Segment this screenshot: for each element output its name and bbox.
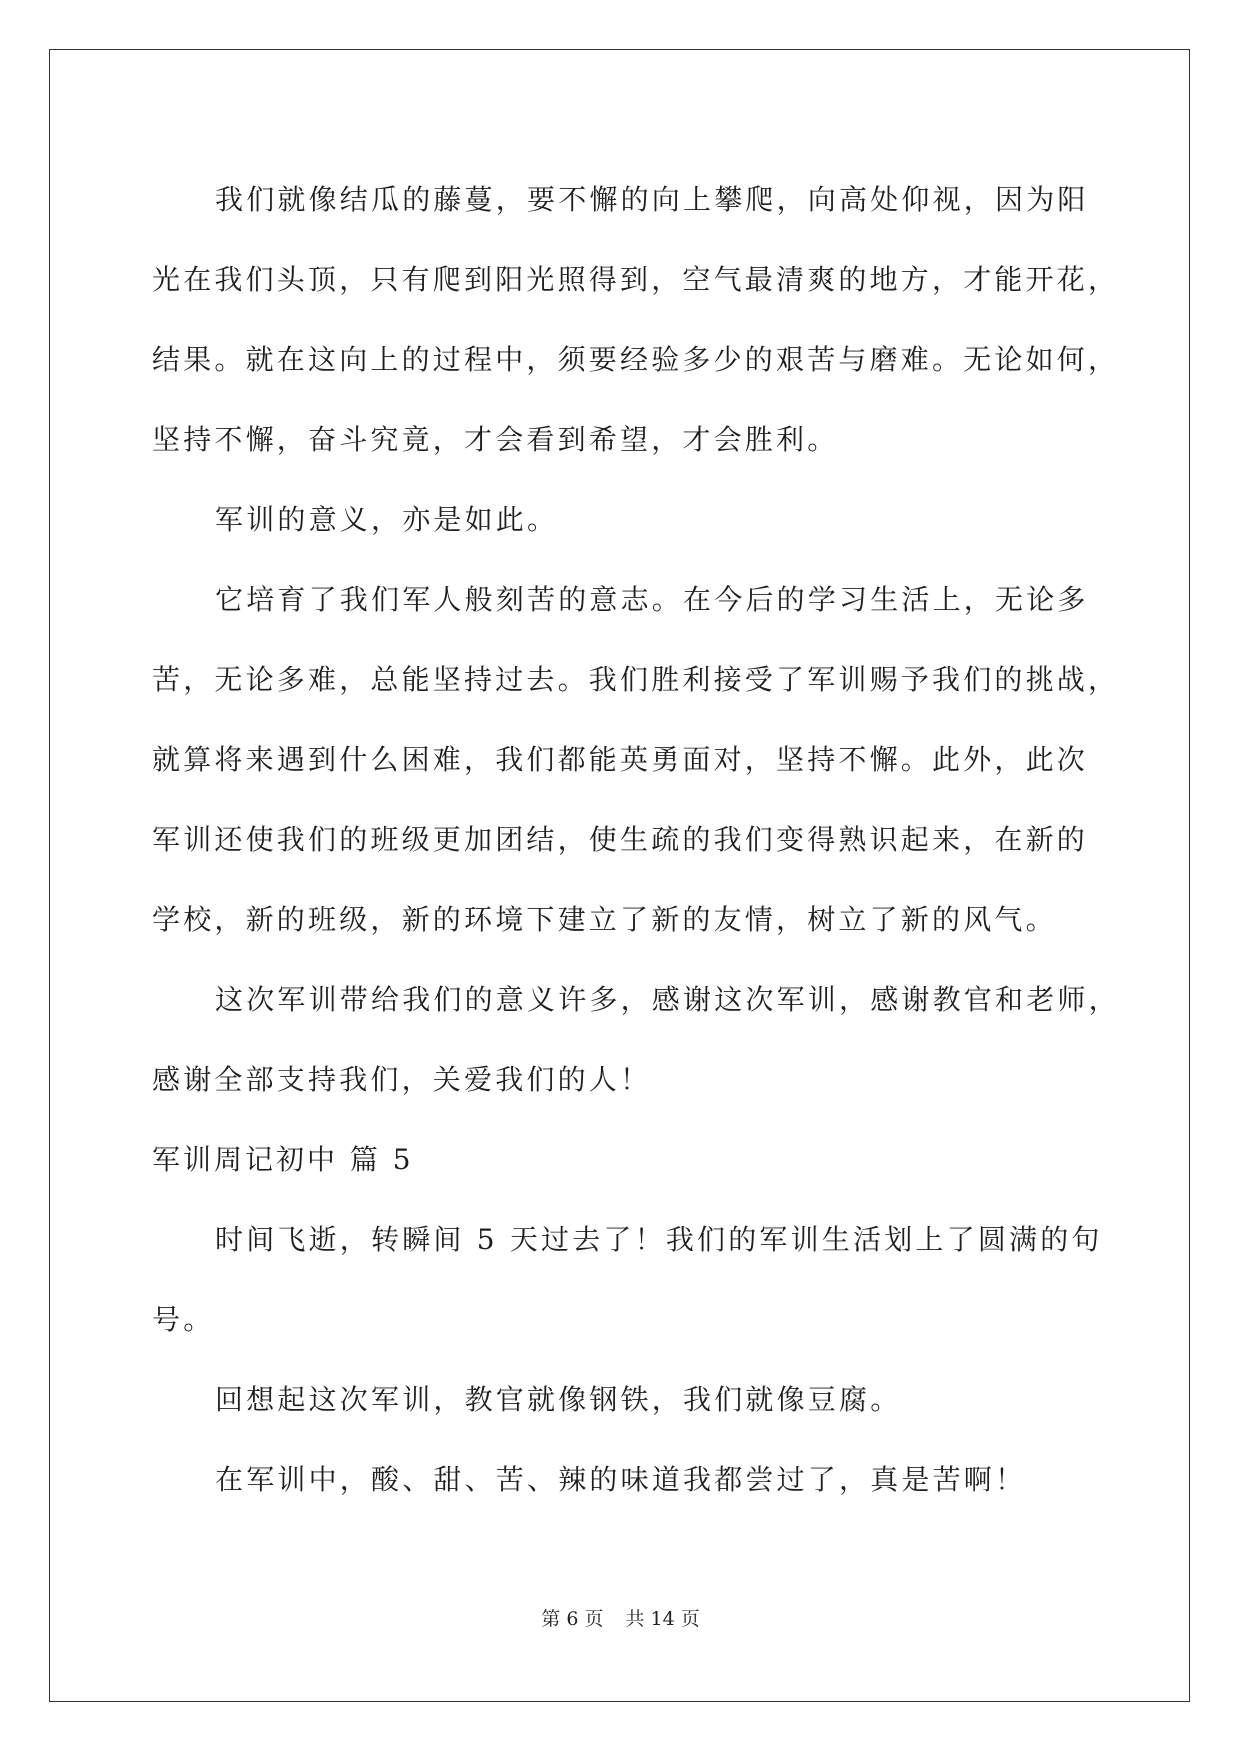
paragraph-line: 就算将来遇到什么困难，我们都能英勇面对，坚持不懈。此外，此次: [152, 743, 1089, 776]
section-heading: 军训周记初中 篇 5: [152, 1143, 414, 1176]
paragraph-line: 坚持不懈，奋斗究竟，才会看到希望，才会胜利。: [152, 423, 839, 456]
paragraph-line: 军训的意义，亦是如此。: [215, 503, 559, 536]
page-number: 第 6 页: [541, 1608, 604, 1630]
document-body: [152, 160, 1120, 1520]
paragraph-line: 回想起这次军训，教官就像钢铁，我们就像豆腐。: [215, 1383, 902, 1416]
paragraph-line: 时间飞逝，转瞬间 5 天过去了！我们的军训生活划上了圆满的句: [215, 1223, 1103, 1256]
paragraph-line: 号。: [152, 1303, 215, 1336]
paragraph-line: 它培育了我们军人般刻苦的意志。在今后的学习生活上，无论多: [215, 583, 1089, 616]
paragraph-line: 苦，无论多难，总能坚持过去。我们胜利接受了军训赐予我们的挑战，: [152, 663, 1120, 696]
paragraph-line: 结果。就在这向上的过程中，须要经验多少的艰苦与磨难。无论如何，: [152, 343, 1120, 376]
paragraph-line: 我们就像结瓜的藤蔓，要不懈的向上攀爬，向高处仰视，因为阳: [215, 183, 1089, 216]
page-total: 共 14 页: [625, 1608, 700, 1630]
paragraph-line: 在军训中，酸、甜、苦、辣的味道我都尝过了，真是苦啊！: [215, 1463, 1027, 1496]
page-footer: [0, 1604, 1241, 1631]
paragraph-line: 感谢全部支持我们，关爱我们的人！: [152, 1063, 652, 1096]
paragraph-line: 这次军训带给我们的意义许多，感谢这次军训，感谢教官和老师，: [215, 983, 1120, 1016]
paragraph-line: 光在我们头顶，只有爬到阳光照得到，空气最清爽的地方，才能开花，: [152, 263, 1120, 296]
paragraph-line: 学校，新的班级，新的环境下建立了新的友情，树立了新的风气。: [152, 903, 1057, 936]
paragraph-line: 军训还使我们的班级更加团结，使生疏的我们变得熟识起来，在新的: [152, 823, 1089, 856]
